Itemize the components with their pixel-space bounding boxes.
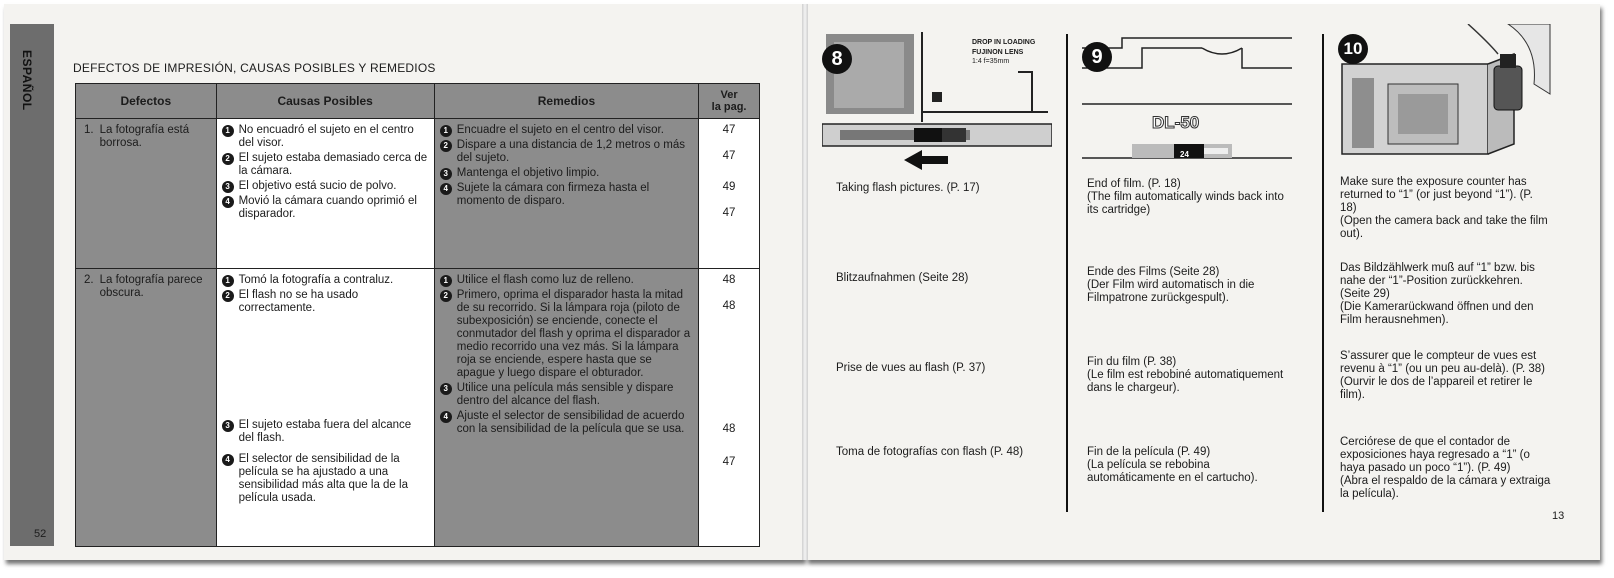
remedy-text: Dispare a una distancia de 1,2 metros o más del sujeto.: [456, 139, 685, 164]
panel-divider: [1322, 34, 1324, 512]
number-bullet-icon: 4: [222, 196, 234, 208]
number-bullet-icon: 4: [440, 411, 452, 423]
defect-number: 2.: [84, 274, 94, 286]
page-ref: 48: [722, 300, 736, 312]
remedy-text: Primero, oprima el disparador hasta la mitad de su recorrido. Si la lámpara roja (piloto de subexposición) se enciende, conecte el conmutador del flash y oprima el disparador a medio recorrido una vez más. Si la lámpara roja se enciende, espere hasta que se apague y luego dispare el obturador.: [456, 289, 691, 379]
illustration-label: 1:4 f=35mm: [972, 58, 1010, 65]
illustration-label: FUJINON LENS: [972, 49, 1024, 56]
defect-cell: [76, 119, 217, 269]
number-bullet-icon: 2: [222, 153, 234, 165]
table-row: [76, 269, 760, 547]
number-bullet-icon: 1: [222, 275, 234, 287]
number-bullet-icon: 1: [440, 125, 452, 137]
number-bullet-icon: 3: [222, 181, 234, 193]
remedy-text: Utilice una película más sensible y dispare dentro del alcance del flash.: [456, 382, 674, 407]
manual-spread: [4, 4, 1606, 564]
page-number: 52: [34, 528, 47, 540]
illustration-label: DROP IN LOADING: [972, 39, 1036, 46]
cause-text: El objetivo está sucio de polvo.: [238, 180, 397, 192]
camera-back-open-illustration: [1338, 24, 1554, 164]
instruction-text-es: Fin de la película (P. 49) (La película se rebobina automáticamente en el cartucho).: [1087, 446, 1258, 484]
pages-cell: [699, 119, 760, 269]
page-ref: 48: [722, 274, 736, 286]
remedy-text: Sujete la cámara con firmeza hasta el momento de disparo.: [456, 182, 650, 207]
step-number-badge: 8: [822, 44, 852, 74]
instruction-text-fr: Fin du film (P. 38) (Le film est rebobiné automatiquement dans le chargeur).: [1087, 356, 1284, 394]
defect-text: La fotografía está borrosa.: [99, 124, 190, 149]
panel-9-illustration: [1082, 34, 1302, 174]
column-header: Defectos: [76, 84, 217, 119]
cause-text: El selector de sensibilidad de la película se ha ajustado a una sensibilidad más alta que la de la película usada.: [238, 453, 408, 504]
number-bullet-icon: 3: [440, 168, 452, 180]
page-ref: 49: [722, 181, 736, 193]
step-number-badge: 9: [1082, 42, 1112, 72]
remedy-text: Ajuste el selector de sensibilidad de acuerdo con la sensibilidad de la película que se usa.: [456, 410, 685, 435]
cause-text: El flash no se ha usado correctamente.: [238, 289, 359, 314]
remedy-text: Utilice el flash como luz de relleno.: [456, 274, 634, 286]
cause-text: Tomó la fotografía a contraluz.: [238, 274, 394, 286]
instruction-text-en: End of film. (P. 18) (The film automatically winds back into its cartridge): [1087, 178, 1284, 216]
remedies-cell: [434, 269, 698, 547]
page-heading: DEFECTOS DE IMPRESIÓN, CAUSAS POSIBLES Y REMEDIOS: [73, 61, 436, 75]
cause-text: No encuadró el sujeto en el centro del visor.: [238, 124, 414, 149]
film-counter-illustration: [1082, 34, 1302, 174]
page-ref: 47: [722, 207, 736, 219]
model-label: DL-50: [1152, 113, 1200, 132]
page-ref: 47: [722, 150, 736, 162]
remedy-text: Mantenga el objetivo limpio.: [456, 167, 600, 179]
column-header: Remedios: [434, 84, 698, 119]
cause-text: El sujeto estaba fuera del alcance del flash.: [238, 419, 412, 444]
instruction-text-es: Cerciórese de que el contador de exposiciones haya regresado a “1” (o haya pasado un poco “1”). (P. 49) (Abra el respaldo de la cámara y extraiga la película).: [1340, 436, 1551, 500]
page-ref: 47: [722, 124, 736, 136]
number-bullet-icon: 1: [222, 125, 234, 137]
table-header-row: [76, 84, 760, 119]
causes-cell: [216, 119, 434, 269]
table-row: [76, 119, 760, 269]
remedies-cell: [434, 119, 698, 269]
instruction-text-de: Blitzaufnahmen (Seite 28): [836, 272, 969, 284]
instruction-text-de: Das Bildzählwerk muß auf “1” bzw. bis nahe der “1”-Position zurückkehren. (Seite 29) (Die Kamerarückwand öffnen und den Film herausnehmen).: [1340, 262, 1535, 326]
number-bullet-icon: 2: [440, 290, 452, 302]
panel-10-illustration: [1338, 24, 1554, 164]
causes-cell: [216, 269, 434, 547]
remedy-text: Encuadre el sujeto en el centro del visor.: [456, 124, 664, 136]
instruction-text-es: Toma de fotografías con flash (P. 48): [836, 446, 1024, 458]
column-header: Ver la pag.: [699, 84, 760, 119]
cause-text: Movió la cámara cuando oprimió el disparador.: [238, 195, 417, 220]
counter-label: 24: [1180, 150, 1189, 159]
number-bullet-icon: 4: [222, 454, 234, 466]
defect-number: 1.: [84, 124, 94, 136]
column-header: Causas Posibles: [216, 84, 434, 119]
number-bullet-icon: 2: [440, 140, 452, 152]
page-number: 13: [1552, 510, 1565, 522]
step-number-badge: 10: [1338, 34, 1368, 64]
panel-divider: [1066, 34, 1068, 512]
number-bullet-icon: 3: [440, 383, 452, 395]
book-gutter: [802, 4, 808, 560]
page-ref: 47: [722, 456, 736, 468]
instruction-text-de: Ende des Films (Seite 28) (Der Film wird automatisch in die Filmpatrone zurückgespult).: [1087, 266, 1255, 304]
defect-text: La fotografía parece obscura.: [99, 274, 203, 299]
number-bullet-icon: 3: [222, 420, 234, 432]
page-ref: 48: [722, 423, 736, 435]
instruction-text-en: Taking flash pictures. (P. 17): [836, 182, 980, 194]
cause-text: El sujeto estaba demasiado cerca de la cámara.: [238, 152, 428, 177]
language-tab-label: ESPAÑOL: [20, 50, 34, 111]
number-bullet-icon: 2: [222, 290, 234, 302]
defect-cell: [76, 269, 217, 547]
number-bullet-icon: 4: [440, 183, 452, 195]
pages-cell: [699, 269, 760, 547]
troubleshooting-table: [75, 83, 760, 547]
instruction-text-en: Make sure the exposure counter has returned to “1” (or just beyond “1”). (P. 18) (Open the camera back and take the film out).: [1340, 176, 1548, 240]
instruction-text-fr: Prise de vues au flash (P. 37): [836, 362, 986, 374]
number-bullet-icon: 1: [440, 275, 452, 287]
instruction-text-fr: S’assurer que le compteur de vues est revenu à “1” (ou un peu au-delà). (P. 38) (Ourvir le dos de l’appareil et retirer le film).: [1340, 350, 1545, 401]
